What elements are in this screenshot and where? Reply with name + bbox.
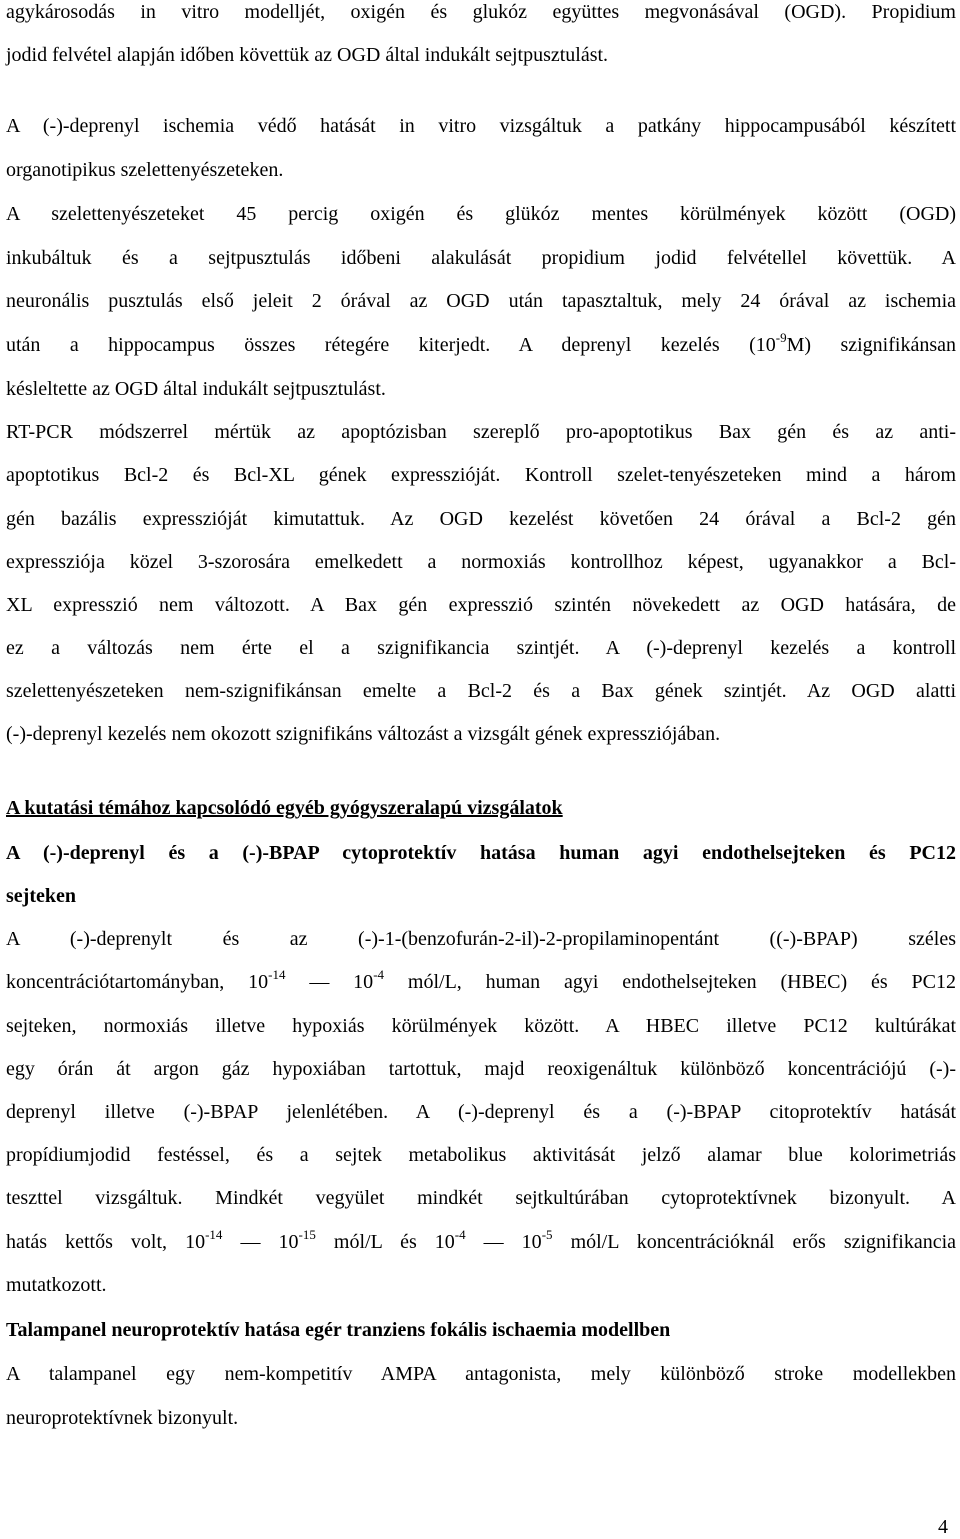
subsection-heading: A (-)-deprenyl és a (-)-BPAP cytoprotektív hatása human agyi endothelsejteken és PC12 bbox=[6, 842, 956, 864]
text-line: apoptotikus Bcl-2 és Bcl-XL gének expresszióját. Kontroll szelet-tenyészeteken mind a három bbox=[6, 464, 956, 486]
superscript: -9 bbox=[775, 330, 787, 345]
text-segment: mól/L, human agyi endothelsejteken (HBEC) és PC12 bbox=[384, 971, 957, 993]
text-line: inkubáltuk és a sejtpusztulás időbeni alakulását propidium jodid felvétellel követtük. A bbox=[6, 247, 956, 269]
text-line: RT-PCR módszerrel mértük az apoptózisban szereplő pro-apoptotikus Bax gén és az anti- bbox=[6, 421, 956, 443]
text-line: A (-)-deprenylt és az (-)-1-(benzofurán-2-il)-2-propilaminopentánt ((-)-BPAP) széles bbox=[6, 928, 956, 950]
superscript: -14 bbox=[205, 1227, 223, 1242]
page-number: 4 bbox=[938, 1516, 948, 1538]
text-line: gén bazális expresszióját kimutattuk. Az OGD kezelést követően 24 órával a Bcl-2 gén bbox=[6, 508, 956, 530]
text-line: sejteken, normoxiás illetve hypoxiás körülmények között. A HBEC illetve PC12 kultúrákat bbox=[6, 1015, 956, 1037]
text-line bbox=[6, 330, 956, 357]
text-line: szelettenyészeteken nem-szignifikánsan emelte a Bcl-2 és a Bax gének szintjét. Az OGD alatti bbox=[6, 680, 956, 702]
text-segment: hatás kettős volt, 10 bbox=[6, 1231, 206, 1253]
superscript: -4 bbox=[454, 1227, 466, 1242]
superscript: -4 bbox=[373, 967, 385, 982]
text-line: deprenyl illetve (-)-BPAP jelenlétében. A (-)-deprenyl és a (-)-BPAP citoprotektív hatását bbox=[6, 1101, 956, 1123]
section-heading: A kutatási témához kapcsolódó egyéb gyógyszeralapú vizsgálatok bbox=[6, 797, 563, 819]
text-line: jodid felvétel alapján időben követtük az OGD által indukált sejtpusztulást. bbox=[6, 44, 609, 66]
text-line bbox=[6, 1227, 957, 1254]
superscript: -15 bbox=[298, 1227, 316, 1242]
text-line: mutatkozott. bbox=[6, 1274, 107, 1296]
text-line: organotipikus szelettenyészeteken. bbox=[6, 159, 284, 181]
text-line: expressziója közel 3-szorosára emelkedett a normoxiás kontrollhoz képest, ugyanakkor a Bcl- bbox=[6, 551, 956, 573]
text-segment: M) szignifikánsan bbox=[786, 334, 956, 356]
text-segment: koncentrációtartományban, 10 bbox=[6, 971, 269, 993]
text-line bbox=[6, 967, 957, 994]
subsection-heading: sejteken bbox=[6, 885, 76, 907]
text-line: A (-)-deprenyl ischemia védő hatását in vitro vizsgáltuk a patkány hippocampusából készített bbox=[6, 115, 956, 137]
text-segment: — 10 bbox=[222, 1231, 299, 1253]
text-line: propídiumjodid festéssel, és a sejtek metabolikus aktivitását jelző alamar blue kolorimetriás bbox=[6, 1144, 956, 1166]
text-line: A talampanel egy nem-kompetitív AMPA antagonista, mely különböző stroke modellekben bbox=[6, 1363, 956, 1385]
text-segment: után a hippocampus összes rétegére kiterjedt. A deprenyl kezelés (10 bbox=[6, 334, 776, 356]
text-line: (-)-deprenyl kezelés nem okozott szignifikáns változást a vizsgált gének expressziójában. bbox=[6, 723, 721, 745]
text-segment: mól/L és 10 bbox=[315, 1231, 455, 1253]
text-line: egy órán át argon gáz hypoxiában tartottuk, majd reoxigenáltuk különböző koncentrációjú (-)- bbox=[6, 1058, 956, 1080]
text-segment: mól/L koncentrációknál erős szignifikancia bbox=[552, 1231, 957, 1253]
text-line: teszttel vizsgáltuk. Mindkét vegyület mindkét sejtkultúrában cytoprotektívnek bizonyult. A bbox=[6, 1187, 956, 1209]
text-line: késleltette az OGD által indukált sejtpusztulást. bbox=[6, 378, 386, 400]
text-line: XL expresszió nem változott. A Bax gén expresszió szintén növekedett az OGD hatására, de bbox=[6, 594, 956, 616]
text-line: neuronális pusztulás első jeleit 2 órával az OGD után tapasztaltuk, mely 24 órával az ischemia bbox=[6, 290, 956, 312]
superscript: -5 bbox=[541, 1227, 553, 1242]
superscript: -14 bbox=[268, 967, 286, 982]
text-segment: — 10 bbox=[465, 1231, 542, 1253]
text-line: neuroprotektívnek bizonyult. bbox=[6, 1407, 239, 1429]
text-line: ez a változás nem érte el a szignifikancia szintjét. A (-)-deprenyl kezelés a kontroll bbox=[6, 637, 956, 659]
subsection-heading: Talampanel neuroprotektív hatása egér tranziens fokális ischaemia modellben bbox=[6, 1319, 671, 1341]
text-line: A szelettenyészeteket 45 percig oxigén és glükóz mentes körülmények között (OGD) bbox=[6, 203, 956, 225]
text-segment: — 10 bbox=[285, 971, 374, 993]
text-line: agykárosodás in vitro modelljét, oxigén és glukóz együttes megvonásával (OGD). Propidium bbox=[6, 1, 956, 23]
